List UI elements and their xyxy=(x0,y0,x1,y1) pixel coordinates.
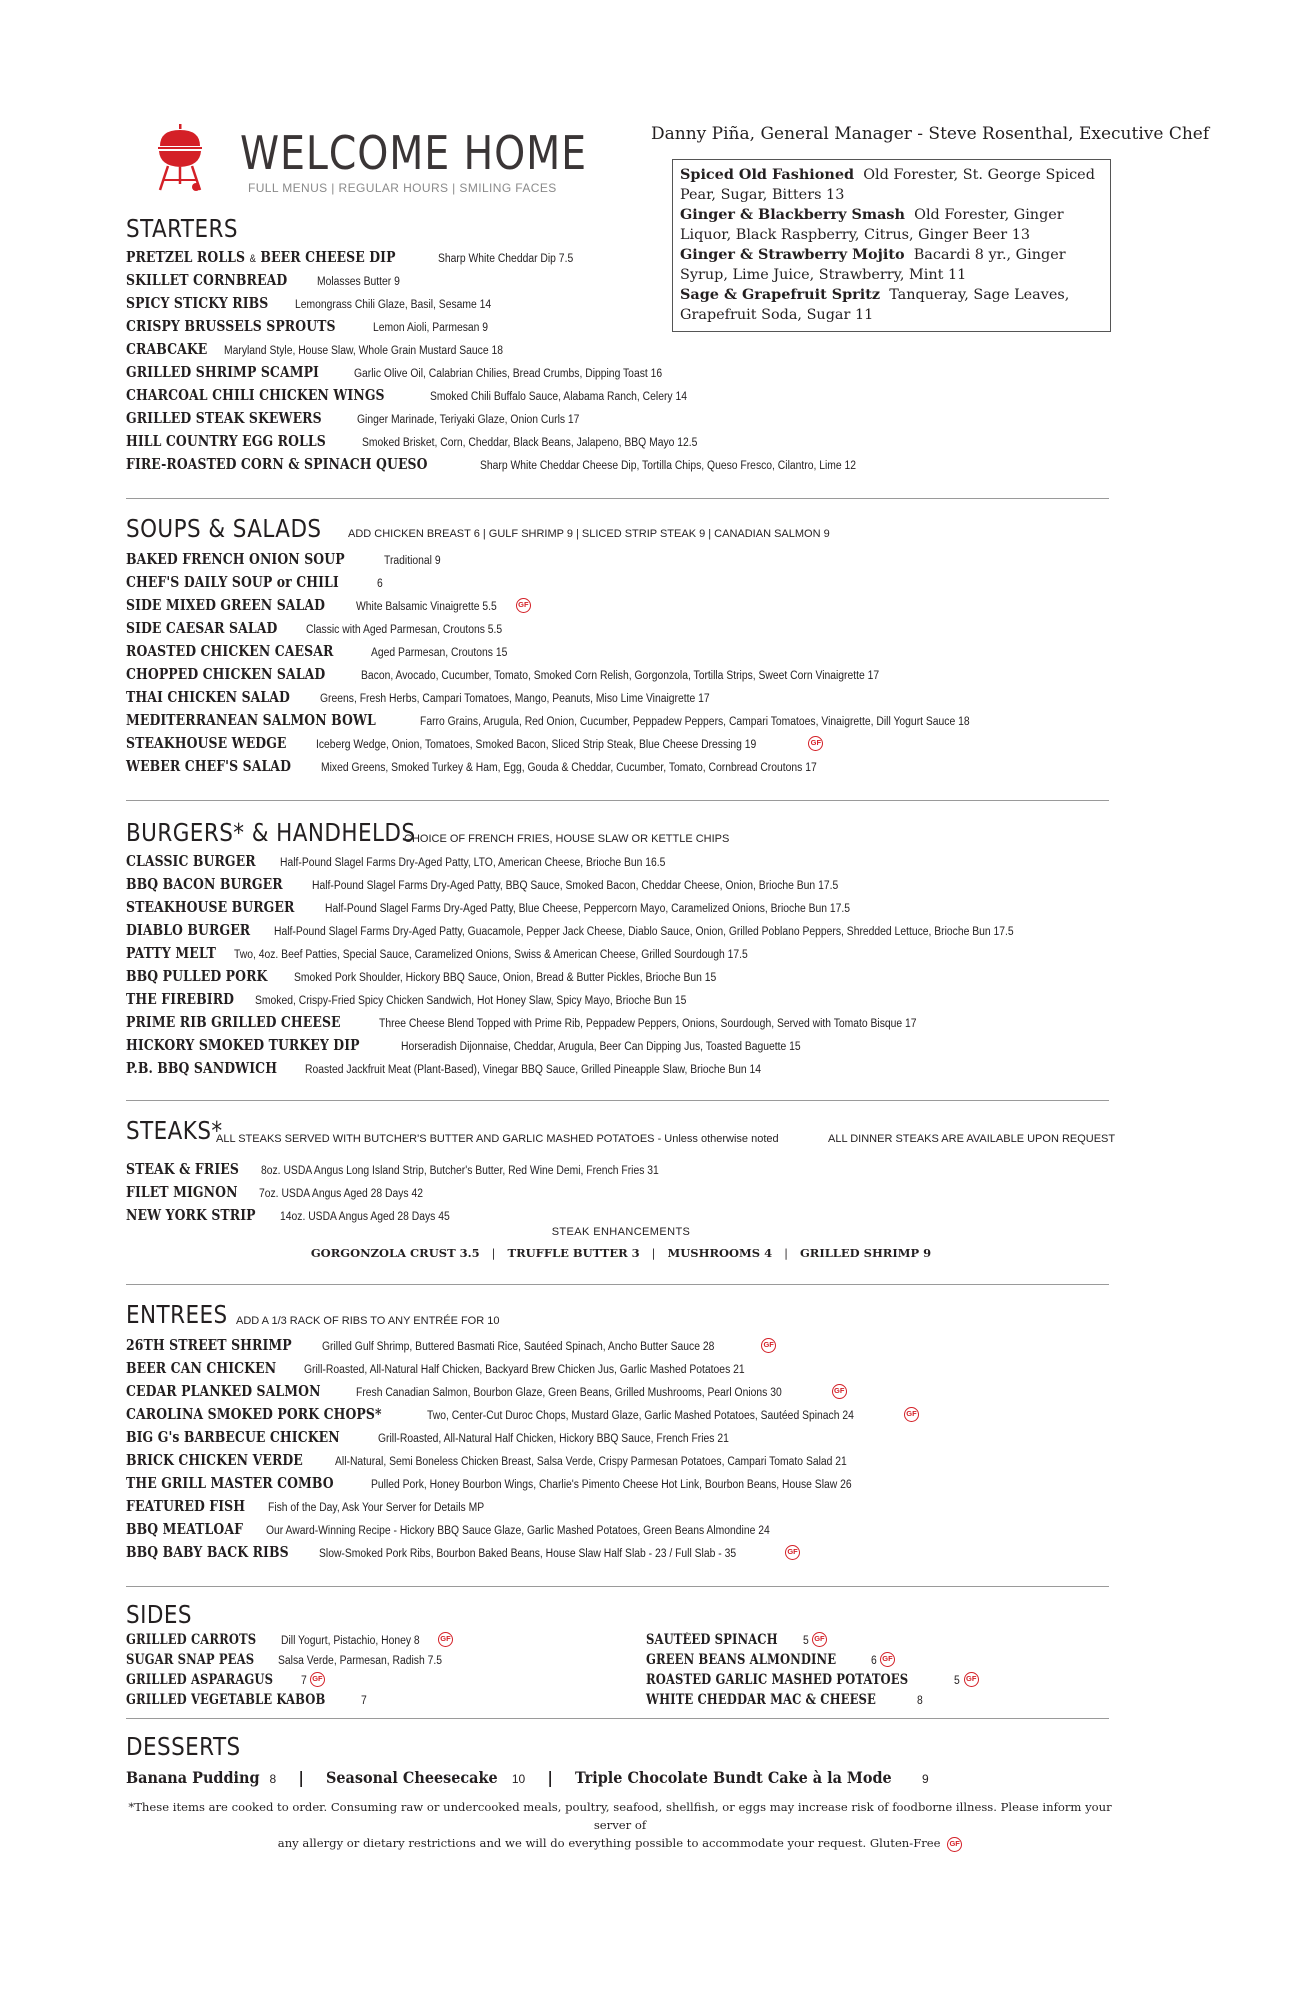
gluten-free-badge: GF xyxy=(761,1338,776,1353)
menu-item xyxy=(126,1181,1116,1204)
section-title: SIDES xyxy=(126,1600,192,1629)
item-desc: Grill-Roasted, All-Natural Half Chicken, Backyard Brew Chicken Jus, Garlic Mashed Potatoes 21 xyxy=(304,1364,745,1376)
section-title: STEAKS* xyxy=(126,1116,223,1145)
menu-item xyxy=(126,1426,1116,1449)
item-name: CHEF'S DAILY SOUP or CHILI xyxy=(126,574,339,591)
menu-item xyxy=(126,850,1116,873)
item-name: GRILLED ASPARAGUS xyxy=(126,1672,274,1688)
item-desc: Grill-Roasted, All-Natural Half Chicken, Hickory BBQ Sauce, French Fries 21 xyxy=(377,1433,729,1445)
section-divider xyxy=(126,498,1109,499)
gluten-free-badge: GF xyxy=(832,1384,847,1399)
item-desc: Sharp White Cheddar Dip 7.5 xyxy=(438,253,574,265)
item-name: ROASTED GARLIC MASHED POTATOES xyxy=(646,1672,909,1688)
menu-item xyxy=(126,1449,1116,1472)
side-item xyxy=(646,1670,979,1690)
item-desc: 5 xyxy=(802,1635,809,1647)
menu-item xyxy=(126,1518,1116,1541)
item-desc: Traditional 9 xyxy=(383,555,441,567)
item-desc: Aged Parmesan, Croutons 15 xyxy=(370,647,508,659)
menu-item xyxy=(126,1034,1116,1057)
steak-enhancements-list: GORGONZOLA CRUST 3.5 | TRUFFLE BUTTER 3 | MUSHROOMS 4 | GRILLED SHRIMP 9 xyxy=(310,1246,932,1260)
section-divider xyxy=(126,1284,1109,1285)
section-divider xyxy=(126,1718,1109,1719)
cocktail-desc: Old Forester, St. George Spiced Pear, Sugar, Bitters 13 xyxy=(680,167,1095,203)
dessert-name: Banana Pudding xyxy=(126,1768,260,1787)
item-desc: Fish of the Day, Ask Your Server for Details MP xyxy=(267,1502,485,1514)
cocktail-name: Spiced Old Fashioned xyxy=(680,166,855,183)
menu-item xyxy=(126,407,1116,430)
menu-item xyxy=(126,617,1116,640)
item-name: SPICY STICKY RIBS xyxy=(126,295,269,312)
item-desc: 6 xyxy=(376,578,383,590)
item-name: BEER CAN CHICKEN xyxy=(126,1360,277,1377)
item-desc: Mixed Greens, Smoked Turkey & Ham, Egg, Gouda & Cheddar, Cucumber, Tomato, Cornbread Croutons 17 xyxy=(321,762,818,774)
cocktail-name: Ginger & Blackberry Smash xyxy=(680,206,905,223)
menu-item xyxy=(126,896,1116,919)
item-name: BBQ BABY BACK RIBS xyxy=(126,1544,289,1561)
item-name: GRILLED SHRIMP SCAMPI xyxy=(126,364,319,381)
menu-item xyxy=(126,315,1116,338)
dessert-price: 9 xyxy=(922,1772,929,1786)
item-name: BBQ MEATLOAF xyxy=(126,1521,244,1538)
menu-item xyxy=(126,1057,1116,1080)
steak-served-note: ALL STEAKS SERVED WITH BUTCHER'S BUTTER AND GARLIC MASHED POTATOES - Unless otherwise noted xyxy=(216,1133,779,1145)
item-name: BRICK CHICKEN VERDE xyxy=(126,1452,303,1469)
section-divider xyxy=(126,1100,1109,1101)
item-name: SIDE MIXED GREEN SALAD xyxy=(126,597,326,614)
item-name: WEBER CHEF'S SALAD xyxy=(126,758,291,775)
item-desc: Smoked Brisket, Corn, Cheddar, Black Beans, Jalapeno, BBQ Mayo 12.5 xyxy=(361,437,698,449)
disclaimer-line-1: *These items are cooked to order. Consuming raw or undercooked meals, poultry, seafood, shellfish, or eggs may increase risk of foodborne illness. Please inform your server of xyxy=(128,1800,1112,1832)
item-name: P.B. BBQ SANDWICH xyxy=(126,1060,278,1077)
menu-item xyxy=(126,942,1116,965)
add-protein-note: ADD CHICKEN BREAST 6 | GULF SHRIMP 9 | SLICED STRIP STEAK 9 | CANADIAN SALMON 9 xyxy=(348,528,830,540)
menu-item xyxy=(126,1158,1116,1181)
steaks-section xyxy=(126,1116,1116,1227)
menu-item xyxy=(126,1472,1116,1495)
item-desc: Horseradish Dijonnaise, Cheddar, Arugula, Beer Can Dipping Jus, Toasted Baguette 15 xyxy=(401,1041,801,1053)
item-desc: 5 xyxy=(954,1675,961,1687)
enhancement-item: MUSHROOMS 4 xyxy=(667,1246,773,1260)
item-name: SAUTÉED SPINACH xyxy=(646,1632,778,1648)
menu-item xyxy=(126,686,1116,709)
cocktail-name: Sage & Grapefruit Spritz xyxy=(680,286,881,303)
item-desc: Roasted Jackfruit Meat (Plant-Based), Vinegar BBQ Sauce, Grilled Pineapple Slaw, Brioche Bun 14 xyxy=(305,1064,762,1076)
item-desc: Pulled Pork, Honey Bourbon Wings, Charlie's Pimento Cheese Hot Link, Bourbon Beans, House Slaw 26 xyxy=(371,1479,852,1491)
item-desc: Fresh Canadian Salmon, Bourbon Glaze, Green Beans, Grilled Mushrooms, Pearl Onions 30 xyxy=(355,1387,782,1399)
menu-item xyxy=(126,1541,1116,1564)
item-name: THE FIREBIRD xyxy=(126,991,235,1008)
item-name: MEDITERRANEAN SALMON BOWL xyxy=(126,712,376,729)
gluten-free-badge: GF xyxy=(812,1632,827,1647)
enhancement-item: GRILLED SHRIMP 9 xyxy=(799,1246,932,1260)
cocktail-desc: Tanqueray, Sage Leaves, Grapefruit Soda, Sugar 11 xyxy=(680,287,1070,323)
menu-item xyxy=(126,640,1116,663)
item-desc: 8oz. USDA Angus Long Island Strip, Butcher's Butter, Red Wine Demi, French Fries 31 xyxy=(260,1165,659,1177)
gluten-free-badge: GF xyxy=(516,598,531,613)
allergy-disclaimer xyxy=(110,1798,1130,1852)
item-desc: Iceberg Wedge, Onion, Tomatoes, Smoked Bacon, Sliced Strip Steak, Blue Cheese Dressing 19 xyxy=(316,739,757,751)
menu-item xyxy=(126,709,1116,732)
section-title: BURGERS* & HANDHELDS xyxy=(126,818,416,847)
desserts-section xyxy=(126,1732,1116,1787)
item-desc: All-Natural, Semi Boneless Chicken Breast, Salsa Verde, Crispy Parmesan Potatoes, Campari Tomato Salad 21 xyxy=(335,1456,847,1468)
enhancement-item: GORGONZOLA CRUST 3.5 xyxy=(310,1246,480,1260)
section-divider xyxy=(126,1586,1109,1587)
item-desc: 7oz. USDA Angus Aged 28 Days 42 xyxy=(259,1188,424,1200)
side-item xyxy=(126,1690,461,1710)
item-desc: Slow-Smoked Pork Ribs, Bourbon Baked Beans, House Slaw Half Slab - 23 / Full Slab - 35 xyxy=(318,1548,736,1560)
item-name: THAI CHICKEN SALAD xyxy=(126,689,290,706)
item-desc: Our Award-Winning Recipe - Hickory BBQ Sauce Glaze, Garlic Mashed Potatoes, Green Beans Almondine 24 xyxy=(265,1525,770,1537)
item-desc: Lemon Aioli, Parmesan 9 xyxy=(373,322,489,334)
item-name: WHITE CHEDDAR MAC & CHEESE xyxy=(646,1692,876,1708)
item-name: CHARCOAL CHILI CHICKEN WINGS xyxy=(126,387,385,404)
item-name: SKILLET CORNBREAD xyxy=(126,272,288,289)
item-desc: Sharp White Cheddar Cheese Dip, Tortilla Chips, Queso Fresco, Cilantro, Lime 12 xyxy=(480,460,857,472)
menu-item xyxy=(126,732,1116,755)
item-name: GRILLED STEAK SKEWERS xyxy=(126,410,322,427)
item-name: THE GRILL MASTER COMBO xyxy=(126,1475,334,1492)
menu-item xyxy=(126,430,1116,453)
item-name: STEAKHOUSE WEDGE xyxy=(126,735,287,752)
dessert-price: 8 xyxy=(269,1772,277,1786)
item-name: FILET MIGNON xyxy=(126,1184,238,1201)
menu-item xyxy=(126,292,1116,315)
item-name: FEATURED FISH xyxy=(126,1498,246,1515)
menu-item xyxy=(126,594,1116,617)
item-name: GRILLED CARROTS xyxy=(126,1632,257,1648)
burger-sides-note: CHOICE OF FRENCH FRIES, HOUSE SLAW OR KETTLE CHIPS xyxy=(404,833,730,845)
grill-icon xyxy=(156,124,204,192)
item-name: CHOPPED CHICKEN SALAD xyxy=(126,666,326,683)
gluten-free-badge: GF xyxy=(880,1652,895,1667)
steak-enhancements-title: STEAK ENHANCEMENTS xyxy=(551,1226,691,1238)
section-title: STARTERS xyxy=(126,214,238,243)
item-name: GRILLED VEGETABLE KABOB xyxy=(126,1692,326,1708)
item-desc: 6 xyxy=(870,1655,877,1667)
item-desc: 7 xyxy=(361,1695,368,1707)
item-desc: Half-Pound Slagel Farms Dry-Aged Patty, Blue Cheese, Peppercorn Mayo, Caramelized Onions, Brioche Bun 17.5 xyxy=(325,903,851,915)
brand-tagline: FULL MENUS | REGULAR HOURS | SMILING FACES xyxy=(248,181,557,195)
dinner-steaks-note: ALL DINNER STEAKS ARE AVAILABLE UPON REQUEST xyxy=(828,1133,1116,1145)
dessert-name: Triple Chocolate Bundt Cake à la Mode xyxy=(575,1768,892,1787)
cocktail-desc: Bacardi 8 yr., Ginger Syrup, Lime Juice, Strawberry, Mint 11 xyxy=(680,247,1066,283)
item-desc: Bacon, Avocado, Cucumber, Tomato, Smoked Corn Relish, Gorgonzola, Tortilla Strips, Sweet Corn Vinaigrette 17 xyxy=(361,670,880,682)
dessert-name: Seasonal Cheesecake xyxy=(326,1768,498,1787)
menu-item xyxy=(126,361,1116,384)
item-name: STEAK & FRIES xyxy=(126,1161,239,1178)
item-name: BIG G's BARBECUE CHICKEN xyxy=(126,1429,340,1446)
disclaimer-line-2: any allergy or dietary restrictions and we will do everything possible to accommodate your request. Gluten-Free GF xyxy=(110,1834,1130,1852)
menu-item xyxy=(126,1495,1116,1518)
menu-item xyxy=(126,755,1116,778)
menu-item xyxy=(126,246,1116,269)
dessert-price: 10 xyxy=(511,1772,526,1786)
gluten-free-badge: GF xyxy=(785,1545,800,1560)
item-desc: Half-Pound Slagel Farms Dry-Aged Patty, LTO, American Cheese, Brioche Bun 16.5 xyxy=(280,857,666,869)
cocktail-name: Ginger & Strawberry Mojito xyxy=(680,246,905,263)
item-desc: Salsa Verde, Parmesan, Radish 7.5 xyxy=(278,1655,443,1667)
section-title: DESSERTS xyxy=(126,1732,241,1761)
sides-section xyxy=(126,1600,1116,1708)
menu-item xyxy=(126,1204,1116,1227)
item-name: CLASSIC BURGER xyxy=(126,853,256,870)
item-name: SIDE CAESAR SALAD xyxy=(126,620,278,637)
item-name: CAROLINA SMOKED PORK CHOPS* xyxy=(126,1406,382,1423)
item-name: GREEN BEANS ALMONDINE xyxy=(646,1652,837,1668)
menu-item xyxy=(126,571,1116,594)
side-item xyxy=(646,1650,979,1670)
desserts-list: Banana Pudding 8 | Seasonal Cheesecake 10 | Triple Chocolate Bundt Cake à la Mode 9 xyxy=(126,1768,929,1787)
item-name: NEW YORK STRIP xyxy=(126,1207,256,1224)
section-title: ENTREES xyxy=(126,1300,228,1329)
gluten-free-badge: GF xyxy=(438,1632,453,1647)
item-desc: 8 xyxy=(916,1695,923,1707)
menu-item xyxy=(126,269,1116,292)
menu-item xyxy=(126,965,1116,988)
gluten-free-badge: GF xyxy=(964,1672,979,1687)
menu-item xyxy=(126,663,1116,686)
item-desc: Maryland Style, House Slaw, Whole Grain Mustard Sauce 18 xyxy=(224,345,504,357)
item-name: PRIME RIB GRILLED CHEESE xyxy=(126,1014,341,1031)
item-desc: Greens, Fresh Herbs, Campari Tomatoes, Mango, Peanuts, Miso Lime Vinaigrette 17 xyxy=(320,693,710,705)
item-name: BAKED FRENCH ONION SOUP xyxy=(126,551,345,568)
side-item xyxy=(126,1630,461,1650)
menu-item xyxy=(126,988,1116,1011)
menu-item xyxy=(126,548,1116,571)
item-desc: Farro Grains, Arugula, Red Onion, Cucumber, Peppadew Peppers, Campari Tomatoes, Vinaigrette, Dill Yogurt Sauce 18 xyxy=(420,716,970,728)
managers-line: Danny Piña, General Manager - Steve Rosenthal, Executive Chef xyxy=(651,124,1210,144)
item-name: BBQ BACON BURGER xyxy=(126,876,283,893)
item-desc: Lemongrass Chili Glaze, Basil, Sesame 14 xyxy=(295,299,492,311)
item-desc: Molasses Butter 9 xyxy=(316,276,400,288)
gluten-free-badge: GF xyxy=(310,1672,325,1687)
side-item xyxy=(126,1670,461,1690)
item-desc: Two, 4oz. Beef Patties, Special Sauce, Caramelized Onions, Swiss & American Cheese, Grilled Sourdough 17.5 xyxy=(234,949,748,961)
item-name: DIABLO BURGER xyxy=(126,922,251,939)
item-name: CEDAR PLANKED SALMON xyxy=(126,1383,321,1400)
item-name: HICKORY SMOKED TURKEY DIP xyxy=(126,1037,360,1054)
item-name: CRISPY BRUSSELS SPROUTS xyxy=(126,318,336,335)
item-desc: Smoked Pork Shoulder, Hickory BBQ Sauce, Onion, Bread & Butter Pickles, Brioche Bun 15 xyxy=(293,972,717,984)
item-desc: Garlic Olive Oil, Calabrian Chilies, Bread Crumbs, Dipping Toast 16 xyxy=(353,368,662,380)
item-name: STEAKHOUSE BURGER xyxy=(126,899,295,916)
enhancement-item: TRUFFLE BUTTER 3 xyxy=(507,1246,640,1260)
item-desc: Ginger Marinade, Teriyaki Glaze, Onion Curls 17 xyxy=(357,414,580,426)
menu-item xyxy=(126,1357,1116,1380)
item-desc: Smoked, Crispy-Fried Spicy Chicken Sandwich, Hot Honey Slaw, Spicy Mayo, Brioche Bun 15 xyxy=(255,995,687,1007)
item-name: CRABCAKE xyxy=(126,341,208,358)
add-ribs-note: ADD A 1/3 RACK OF RIBS TO ANY ENTRÉE FOR 10 xyxy=(236,1315,500,1327)
item-desc: 7 xyxy=(300,1675,307,1687)
item-desc: Smoked Chili Buffalo Sauce, Alabama Ranch, Celery 14 xyxy=(430,391,688,403)
starters-section xyxy=(126,214,1116,476)
gluten-free-badge: GF xyxy=(808,736,823,751)
section-divider xyxy=(126,800,1109,801)
sides-left-column xyxy=(126,1630,461,1710)
item-desc: Half-Pound Slagel Farms Dry-Aged Patty, Guacamole, Pepper Jack Cheese, Diablo Sauce, Onion, Grilled Poblano Peppers, Shredded Lettuce, Brioche Bun 17.5 xyxy=(273,926,1014,938)
side-item xyxy=(126,1650,461,1670)
item-name: PRETZEL ROLLS & BEER CHEESE DIP xyxy=(126,249,396,266)
item-desc: Three Cheese Blend Topped with Prime Rib, Peppadew Peppers, Onions, Sourdough, Served with Tomato Bisque 17 xyxy=(379,1018,917,1030)
item-name: ROASTED CHICKEN CAESAR xyxy=(126,643,334,660)
section-title: SOUPS & SALADS xyxy=(126,514,322,543)
soups-salads-section xyxy=(126,514,1116,778)
item-desc: White Balsamic Vinaigrette 5.5 xyxy=(356,601,498,613)
cocktail-desc: Old Forester, Ginger Liquor, Black Raspberry, Citrus, Ginger Beer 13 xyxy=(680,207,1064,243)
item-desc: Two, Center-Cut Duroc Chops, Mustard Glaze, Garlic Mashed Potatoes, Sautéed Spinach 24 xyxy=(426,1410,854,1422)
item-name: HILL COUNTRY EGG ROLLS xyxy=(126,433,326,450)
item-desc: Grilled Gulf Shrimp, Buttered Basmati Rice, Sautéed Spinach, Ancho Butter Sauce 28 xyxy=(322,1341,715,1353)
menu-item xyxy=(126,919,1116,942)
item-name: PATTY MELT xyxy=(126,945,217,962)
item-desc: 14oz. USDA Angus Aged 28 Days 45 xyxy=(280,1211,450,1223)
item-desc: Classic with Aged Parmesan, Croutons 5.5 xyxy=(305,624,502,636)
menu-item xyxy=(126,1334,1116,1357)
menu-item xyxy=(126,1380,1116,1403)
menu-item xyxy=(126,384,1116,407)
item-name: FIRE-ROASTED CORN & SPINACH QUESO xyxy=(126,456,428,473)
item-name: BBQ PULLED PORK xyxy=(126,968,268,985)
cocktail-item xyxy=(680,165,1100,205)
side-item xyxy=(646,1690,979,1710)
item-name: 26TH STREET SHRIMP xyxy=(126,1337,292,1354)
menu-item xyxy=(126,453,1116,476)
sides-right-column xyxy=(646,1630,979,1710)
gluten-free-badge: GF xyxy=(947,1837,962,1852)
menu-item xyxy=(126,338,1116,361)
item-desc: Dill Yogurt, Pistachio, Honey 8 xyxy=(280,1635,420,1647)
side-item xyxy=(646,1630,979,1650)
menu-item xyxy=(126,1403,1116,1426)
brand-title: WELCOME HOME xyxy=(240,126,587,180)
gluten-free-badge: GF xyxy=(904,1407,919,1422)
entrees-section xyxy=(126,1300,1116,1564)
menu-item xyxy=(126,1011,1116,1034)
burgers-section xyxy=(126,818,1116,1080)
item-name: SUGAR SNAP PEAS xyxy=(126,1652,255,1668)
menu-item xyxy=(126,873,1116,896)
item-desc: Half-Pound Slagel Farms Dry-Aged Patty, BBQ Sauce, Smoked Bacon, Cheddar Cheese, Onion, Brioche Bun 17.5 xyxy=(311,880,838,892)
